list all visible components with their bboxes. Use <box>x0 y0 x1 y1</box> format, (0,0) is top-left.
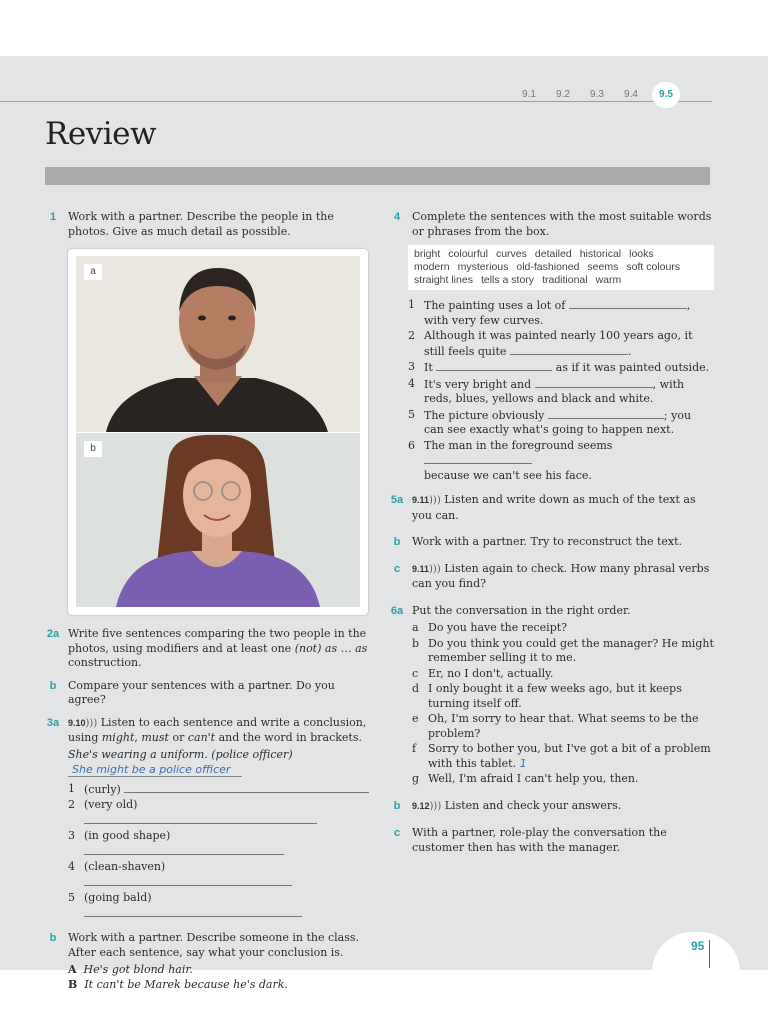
word: straight lines <box>414 274 473 286</box>
word: traditional <box>542 274 588 286</box>
item-text: I only bought it a few weeks ago, but it keeps turning itself off. <box>428 682 682 710</box>
word: bright <box>414 248 441 260</box>
word: old-fashioned <box>516 261 580 273</box>
item-text: The picture obviously <box>424 408 545 422</box>
item-text: (clean-shaven) <box>84 860 166 873</box>
audio-track[interactable]: 9.12 <box>412 800 430 811</box>
instruction-italic: (not) as … as <box>294 641 368 655</box>
item-list <box>384 298 714 483</box>
exercise-3b <box>40 931 370 992</box>
exercise-3a <box>40 716 370 922</box>
answer-blank[interactable] <box>436 360 552 371</box>
list-item <box>412 682 714 711</box>
item-text: , <box>686 299 691 312</box>
instruction-start: Listen to each sentence and write a conclusion, using <box>68 715 367 744</box>
instruction: Listen and write down as much of the text as you can. <box>412 493 696 522</box>
item-list <box>68 782 370 922</box>
list-item <box>408 439 714 484</box>
exercise-6a <box>384 604 714 787</box>
word: mysterious <box>457 261 509 273</box>
exercise-number: b <box>393 799 401 812</box>
example-sentence: She's wearing a uniform. (police officer) <box>68 747 293 761</box>
instruction: Put the conversation in the right order. <box>412 603 631 617</box>
instruction: Listen again to check. How many phrasal verbs can you find? <box>412 561 710 590</box>
item-text: Do you think you could get the manager? He might remember selling it to me. <box>428 636 714 664</box>
answer-blank[interactable] <box>535 377 653 388</box>
list-item <box>408 360 714 376</box>
exercise-number: 2a <box>46 628 60 640</box>
speaker: A <box>68 963 77 976</box>
item-number: 3 <box>408 360 415 373</box>
item-text: Although it was painted nearly 100 years ago, it still feels quite <box>424 329 693 358</box>
instruction: Compare your sentences with a partner. Do you agree? <box>68 678 335 706</box>
word: detailed <box>534 248 572 260</box>
word: modern <box>414 261 450 273</box>
instruction-end: construction. <box>68 656 142 669</box>
item-text: It's very bright and <box>424 377 532 391</box>
word: tells a story <box>480 274 535 286</box>
audio-track[interactable]: 9.11 <box>412 563 430 574</box>
exercise-5c <box>384 562 714 592</box>
modal-cant: can't <box>187 731 216 744</box>
exercise-number: 1 <box>49 211 57 223</box>
exercise-number: b <box>49 679 57 692</box>
woman-portrait-icon <box>76 433 360 607</box>
item-text: Er, no I don't, actually. <box>428 666 554 680</box>
left-column <box>40 210 370 247</box>
unit-tab[interactable]: 9.1 <box>522 89 536 100</box>
instruction: Listen and check your answers. <box>444 798 622 812</box>
instruction-end: and the word in brackets. <box>215 731 362 744</box>
dialog-text: It can't be Marek because he's dark. <box>84 977 288 991</box>
exercise-6c <box>384 826 714 855</box>
item-number: 4 <box>68 860 75 873</box>
word: looks <box>629 248 654 260</box>
item-number: 1 <box>408 298 415 311</box>
item-number: 4 <box>408 376 415 390</box>
list-item <box>412 772 714 787</box>
item-letter: b <box>412 636 420 650</box>
audio-icon[interactable]: ))) <box>429 495 441 506</box>
item-text: Oh, I'm sorry to hear that. What seems to be the problem? <box>428 712 699 740</box>
handwritten-mark: 1 <box>519 756 527 770</box>
exercise-2b <box>40 679 370 708</box>
list-item <box>412 742 714 771</box>
audio-icon[interactable]: ))) <box>429 563 441 575</box>
exercise-number: b <box>49 932 57 944</box>
word-box <box>408 245 714 290</box>
list-item <box>408 298 714 328</box>
separator: or <box>168 731 188 744</box>
item-number: 1 <box>68 781 75 795</box>
item-text: Well, I'm afraid I can't help you, then. <box>428 772 639 785</box>
word: historical <box>579 248 622 260</box>
item-letter: a <box>412 621 419 634</box>
list-item <box>408 329 714 359</box>
list-item <box>408 377 714 407</box>
audio-track[interactable]: 9.10 <box>68 717 86 728</box>
item-text: (curly) <box>84 782 121 796</box>
word: warm <box>595 274 622 286</box>
audio-icon[interactable]: ))) <box>429 800 442 812</box>
answer-blank[interactable] <box>124 782 369 793</box>
photo-frame <box>68 249 368 615</box>
answer-blank[interactable] <box>84 813 317 824</box>
list-item <box>68 891 370 921</box>
audio-icon[interactable]: ))) <box>85 717 98 729</box>
unit-nav <box>512 82 680 108</box>
page-title: Review <box>45 116 156 152</box>
page-number-rule <box>709 940 710 968</box>
list-item <box>68 860 370 890</box>
answer-blank[interactable] <box>548 408 664 419</box>
list-item <box>408 408 714 438</box>
item-number: 3 <box>68 829 75 842</box>
item-number: 5 <box>68 891 75 904</box>
unit-tab[interactable]: 9.2 <box>556 89 570 100</box>
item-letter: g <box>412 772 420 785</box>
photo-label: a <box>84 264 102 280</box>
item-text: The man in the foreground seems <box>424 438 613 452</box>
instruction: Work with a partner. Describe someone in the class. After each sentence, say what your conclusion is. <box>68 931 360 959</box>
exercise-number: b <box>393 536 401 548</box>
item-text: (in good shape) <box>84 829 171 842</box>
dialog-text: He's got blond hair. <box>83 963 193 976</box>
answer-blank[interactable] <box>84 875 292 886</box>
item-letter: e <box>412 712 419 725</box>
item-number: 5 <box>408 407 415 421</box>
list-item <box>412 712 714 741</box>
list-item <box>412 637 714 666</box>
page-number: 95 <box>691 939 705 953</box>
word: soft colours <box>626 261 681 273</box>
photo-a <box>76 256 360 432</box>
exercise-number: 6a <box>390 604 404 617</box>
item-letter: d <box>412 682 420 695</box>
exercise-number: c <box>393 827 401 839</box>
exercise-number: 4 <box>393 211 401 223</box>
title-bar <box>45 167 710 185</box>
item-letter: f <box>412 742 417 755</box>
exercise-number: c <box>393 562 401 575</box>
modal-must: must <box>141 731 169 744</box>
man-portrait-icon <box>76 256 360 432</box>
handwritten-answer: She might be a police officer <box>68 763 242 777</box>
item-text: (going bald) <box>84 891 152 904</box>
exercise-4 <box>384 210 714 239</box>
word: colourful <box>448 248 488 260</box>
instruction: Work with a partner. Describe the people in the photos. Give as much detail as possible. <box>68 210 334 238</box>
right-column <box>384 210 714 863</box>
answer-blank[interactable] <box>84 844 284 855</box>
answer-blank[interactable] <box>424 453 532 464</box>
item-text: , with reds, blues, yellows and black and white. <box>424 377 685 405</box>
item-text: (very old) <box>84 798 138 811</box>
modal-might: might <box>101 731 135 744</box>
item-text: with very few curves. <box>424 313 544 327</box>
unit-tab[interactable]: 9.4 <box>624 89 638 100</box>
left-column-lower <box>40 627 370 1000</box>
exercise-number: 5a <box>390 494 404 506</box>
list-item <box>412 621 714 636</box>
list-item <box>68 782 370 798</box>
exercise-6b <box>384 799 714 815</box>
instruction-start: Write five sentences comparing the two people in the photos, using modifiers and at least one <box>68 627 367 655</box>
item-text: ; you can see exactly what's going to happen next. <box>424 408 692 436</box>
item-text: Do you have the receipt? <box>428 621 568 634</box>
dialog-line <box>68 978 370 993</box>
item-letter: c <box>412 666 419 680</box>
unit-tab[interactable]: 9.3 <box>590 89 604 100</box>
item-number: 6 <box>408 438 415 452</box>
item-number: 2 <box>68 798 75 811</box>
exercise-5b <box>384 535 714 550</box>
item-text: It <box>424 361 433 374</box>
item-text: Sorry to bother you, but I've got a bit of a problem with this tablet. <box>428 742 711 770</box>
item-number: 2 <box>408 329 415 342</box>
exercise-2a <box>40 627 370 671</box>
instruction: Work with a partner. Try to reconstruct the text. <box>412 535 683 548</box>
speaker: B <box>68 977 78 991</box>
instruction: With a partner, role-play the conversation the customer then has with the manager. <box>412 826 667 854</box>
separator: , <box>134 731 142 744</box>
list-item <box>412 667 714 682</box>
item-text: as if it was painted outside. <box>555 361 710 374</box>
list-item <box>68 798 370 828</box>
item-text: The painting uses a lot of <box>424 299 566 312</box>
photo-b <box>76 433 360 607</box>
photo-label: b <box>84 441 102 457</box>
audio-track[interactable]: 9.11 <box>412 495 430 505</box>
list-item <box>68 829 370 859</box>
item-text: . <box>627 344 632 358</box>
item-list <box>412 621 714 787</box>
answer-blank[interactable] <box>84 906 302 917</box>
word: seems <box>587 261 619 273</box>
answer-blank[interactable] <box>510 344 628 355</box>
item-text: because we can't see his face. <box>424 468 592 482</box>
dialog-line <box>68 963 370 978</box>
unit-tab-active[interactable]: 9.5 <box>652 82 680 108</box>
instruction: Complete the sentences with the most suitable words or phrases from the box. <box>412 210 712 238</box>
answer-blank[interactable] <box>569 298 687 309</box>
exercise-1 <box>40 210 370 239</box>
word: curves <box>495 248 527 260</box>
exercise-5a <box>384 493 714 523</box>
exercise-number: 3a <box>46 716 60 729</box>
